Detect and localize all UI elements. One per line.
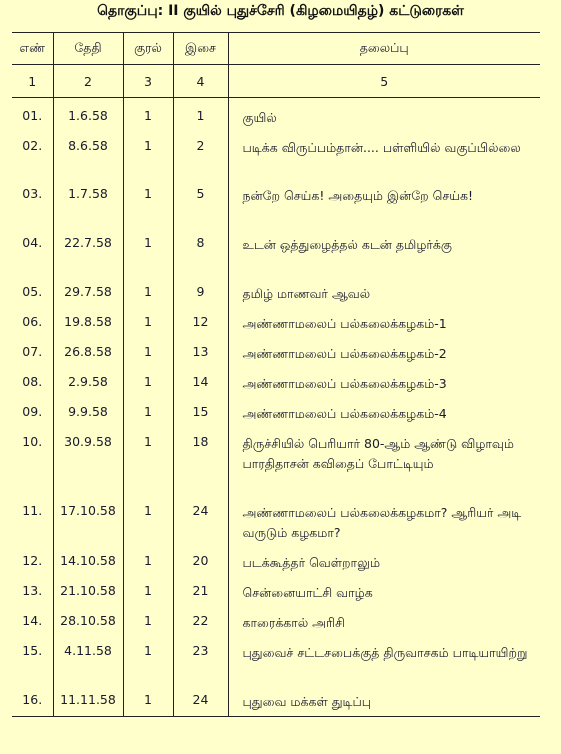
header-number: எண் <box>12 33 53 65</box>
row-kural: 1 <box>123 603 173 633</box>
table-body <box>12 98 540 717</box>
column-number: 3 <box>123 65 173 98</box>
row-isai: 2 <box>173 128 228 176</box>
row-number: 10. <box>12 424 53 493</box>
row-number: 12. <box>12 543 53 573</box>
articles-table <box>12 32 540 717</box>
row-number: 04. <box>12 225 53 274</box>
row-title: திருச்சியில் பெரியார் 80-ஆம் ஆண்டு விழாவும் பாரதிதாசன் கவிதைப் போட்டியும் <box>242 436 514 471</box>
row-number: 13. <box>12 573 53 603</box>
row-isai: 14 <box>173 364 228 394</box>
column-number: 5 <box>228 65 540 98</box>
row-date: 21.10.58 <box>53 573 123 603</box>
row-number: 08. <box>12 364 53 394</box>
row-number: 05. <box>12 274 53 304</box>
page-title: தொகுப்பு: II குயில் புதுச்சேரி (கிழமையிதழ்) கட்டுரைகள் <box>97 3 464 19</box>
row-date: 1.6.58 <box>53 98 123 129</box>
row-kural: 1 <box>123 225 173 274</box>
row-title: காரைக்கால் அரிசி <box>242 615 345 630</box>
table-header <box>12 33 540 98</box>
row-title: நன்றே செய்க! அதையும் இன்றே செய்க! <box>242 188 473 203</box>
table-row <box>12 176 540 225</box>
column-number: 1 <box>12 65 53 98</box>
column-number-row <box>12 65 540 98</box>
row-date: 11.11.58 <box>53 682 123 716</box>
header-title: தலைப்பு <box>228 33 540 65</box>
row-isai: 20 <box>173 543 228 573</box>
table-row <box>12 128 540 176</box>
table-row <box>12 98 540 129</box>
table-row <box>12 603 540 633</box>
header-isai: இசை <box>173 33 228 65</box>
row-date: 29.7.58 <box>53 274 123 304</box>
row-kural: 1 <box>123 543 173 573</box>
row-title: தமிழ் மாணவர் ஆவல் <box>242 286 371 301</box>
row-title: புதுவைச் சட்டசபைக்குத் திருவாசகம் பாடியாயிற்று <box>242 645 528 660</box>
row-kural: 1 <box>123 274 173 304</box>
row-kural: 1 <box>123 364 173 394</box>
row-title: புதுவை மக்கள் துடிப்பு <box>228 682 540 716</box>
row-isai: 9 <box>173 274 228 304</box>
row-date: 8.6.58 <box>53 128 123 176</box>
row-date: 22.7.58 <box>53 225 123 274</box>
row-isai: 18 <box>173 424 228 493</box>
row-date: 17.10.58 <box>53 493 123 543</box>
row-isai: 1 <box>173 98 228 129</box>
header-date: தேதி <box>53 33 123 65</box>
table-row <box>12 334 540 364</box>
table-row <box>12 364 540 394</box>
table-row <box>12 573 540 603</box>
row-isai: 12 <box>173 304 228 334</box>
row-isai: 21 <box>173 573 228 603</box>
row-title: உடன் ஒத்துழைத்தல் கடன் தமிழர்க்கு <box>242 237 452 252</box>
row-number: 03. <box>12 176 53 225</box>
row-isai: 13 <box>173 334 228 364</box>
table-row <box>12 633 540 682</box>
column-number: 4 <box>173 65 228 98</box>
row-date: 26.8.58 <box>53 334 123 364</box>
row-title: அண்ணாமலைப் பல்கலைக்கழகம்-3 <box>242 376 447 391</box>
column-number: 2 <box>53 65 123 98</box>
table-row <box>12 394 540 424</box>
row-title: படக்கூத்தர் வெள்றாலும் <box>242 555 381 570</box>
table-row <box>12 682 540 716</box>
row-kural: 1 <box>123 176 173 225</box>
row-isai: 5 <box>173 176 228 225</box>
row-kural: 1 <box>123 128 173 176</box>
row-isai: 24 <box>173 493 228 543</box>
row-kural: 1 <box>123 394 173 424</box>
row-date: 4.11.58 <box>53 633 123 682</box>
row-number: 15. <box>12 633 53 682</box>
table-row <box>12 493 540 543</box>
row-isai: 24 <box>173 682 228 716</box>
row-date: 1.7.58 <box>53 176 123 225</box>
row-number: 01. <box>12 98 53 129</box>
header-kural: குரல் <box>123 33 173 65</box>
row-kural: 1 <box>123 304 173 334</box>
row-kural: 1 <box>123 682 173 716</box>
table-row <box>12 304 540 334</box>
row-title: அண்ணாமலைப் பல்கலைக்கழகம்-1 <box>242 316 447 331</box>
row-date: 30.9.58 <box>53 424 123 493</box>
row-number: 11. <box>12 493 53 543</box>
table-row <box>12 225 540 274</box>
row-isai: 22 <box>173 603 228 633</box>
row-kural: 1 <box>123 633 173 682</box>
row-title: அண்ணாமலைப் பல்கலைக்கழகமா? ஆரியர் அடி வருடும் கழகமா? <box>242 505 522 540</box>
row-date: 28.10.58 <box>53 603 123 633</box>
row-isai: 8 <box>173 225 228 274</box>
row-kural: 1 <box>123 98 173 129</box>
row-title: அண்ணாமலைப் பல்கலைக்கழகம்-4 <box>242 406 447 421</box>
row-title: அண்ணாமலைப் பல்கலைக்கழகம்-2 <box>242 346 447 361</box>
row-number: 07. <box>12 334 53 364</box>
row-title: சென்னையாட்சி வாழ்க <box>242 585 373 600</box>
row-date: 2.9.58 <box>53 364 123 394</box>
table-row <box>12 274 540 304</box>
header-row <box>12 33 540 65</box>
row-title: படிக்க விருப்பம்தான்.... பள்ளியில் வகுப்பில்லை <box>242 140 521 155</box>
row-number: 02. <box>12 128 53 176</box>
row-date: 19.8.58 <box>53 304 123 334</box>
row-number: 06. <box>12 304 53 334</box>
row-kural: 1 <box>123 573 173 603</box>
row-kural: 1 <box>123 493 173 543</box>
row-number: 14. <box>12 603 53 633</box>
row-isai: 23 <box>173 633 228 682</box>
row-isai: 15 <box>173 394 228 424</box>
row-title: குயில் <box>242 110 277 125</box>
row-number: 16. <box>12 682 53 716</box>
row-number: 09. <box>12 394 53 424</box>
row-date: 9.9.58 <box>53 394 123 424</box>
table-row <box>12 424 540 493</box>
table-row <box>12 543 540 573</box>
row-kural: 1 <box>123 334 173 364</box>
row-date: 14.10.58 <box>53 543 123 573</box>
row-kural: 1 <box>123 424 173 493</box>
